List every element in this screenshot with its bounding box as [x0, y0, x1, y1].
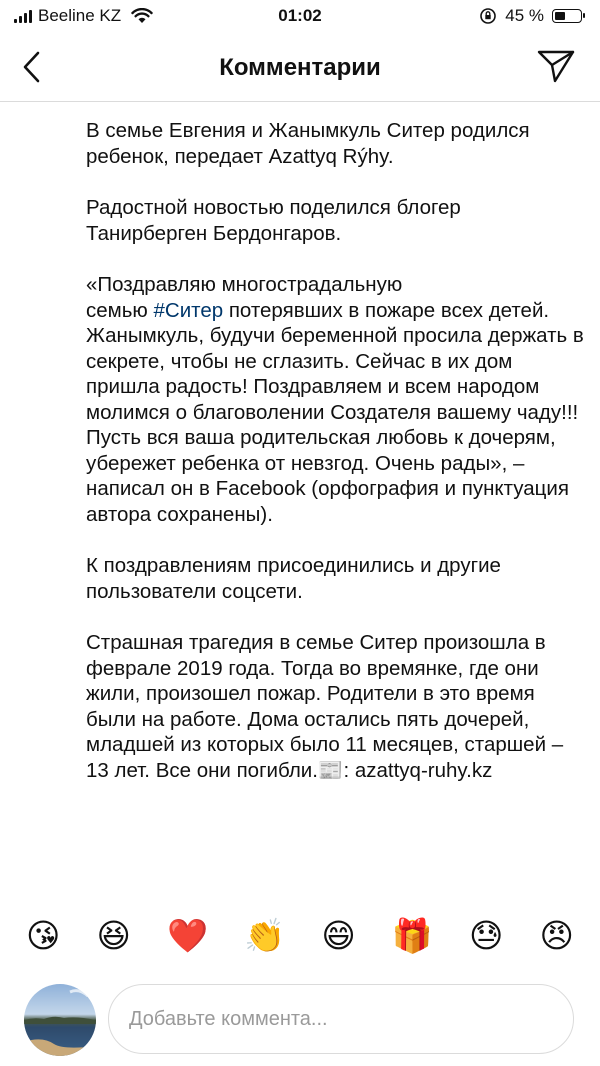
laughing-face-emoji[interactable]: 😆 [96, 917, 131, 954]
battery-icon [552, 9, 582, 23]
kissing-face-heart-emoji[interactable]: 😘 [26, 917, 61, 954]
post-caption [86, 118, 586, 809]
battery-fill [555, 12, 565, 20]
downcast-sweat-face-emoji[interactable]: 😓 [469, 917, 504, 954]
avatar-photo-icon [24, 984, 96, 1056]
quote-text-end: потерявших в пожаре всех детей. Жанымкуль, будучи беременной просила держать в секрете, чтобы не сглазить. Сейчас в их дом пришла радость! Поздравляем и всем народом молимся о благоволении Создателя вашему чаду!!! Пусть вся ваша родительская любовь к дочерям, убережет ребенка от невзгод. Очень рады», – написал он в Facebook (орфография и пунктуация автора сохранены). [86, 298, 584, 526]
carrier-name: Beeline KZ [38, 6, 122, 25]
quote-text-start: «Поздравляю многострадальную семью [86, 273, 403, 322]
emoji-bar [0, 908, 600, 964]
paper-plane-icon [536, 48, 576, 84]
clock-time: 01:02 [278, 6, 322, 25]
grinning-face-emoji[interactable]: 😄 [321, 917, 356, 954]
caption-paragraph-1: В семье Евгения и Жанымкуль Ситер родился ребенок, передает Azattyq Rýhy. [86, 119, 530, 168]
caption-paragraph-4: К поздравлениям присоединились и другие пользователи соцсети. [86, 554, 501, 603]
angry-face-emoji[interactable]: 😠 [539, 917, 574, 954]
clapping-hands-emoji[interactable]: 👏 [244, 917, 286, 954]
red-heart-emoji[interactable]: ❤️ [167, 917, 209, 954]
hashtag-link[interactable]: #Ситер [153, 298, 224, 322]
battery-percent: 45 % [505, 6, 544, 25]
comment-input[interactable] [108, 984, 574, 1054]
caption-quote-paragraph [86, 272, 586, 527]
wrapped-gift-emoji[interactable]: 🎁 [391, 917, 433, 954]
status-right [479, 6, 582, 26]
avatar [24, 984, 96, 1056]
status-bar [0, 0, 600, 36]
caption-paragraph-2: Радостной новостью поделился блогер Танирберген Бердонгаров. [86, 196, 461, 245]
orientation-lock-icon [479, 7, 497, 25]
comment-composer [0, 978, 600, 1066]
caption-paragraph-5: Страшная трагедия в семье Ситер произошла в феврале 2019 года. Тогда во времянке, где они жили, произошел пожар. Родители в это время были на работе. Дома остались пять дочерей, младшей из которых было 11 месяцев, старшей – 13 лет. Все они погибли.📰: azattyq-ruhy.kz [86, 631, 564, 782]
page-title: Комментарии [219, 54, 381, 81]
share-button[interactable] [536, 48, 576, 84]
nav-bar [0, 36, 600, 102]
